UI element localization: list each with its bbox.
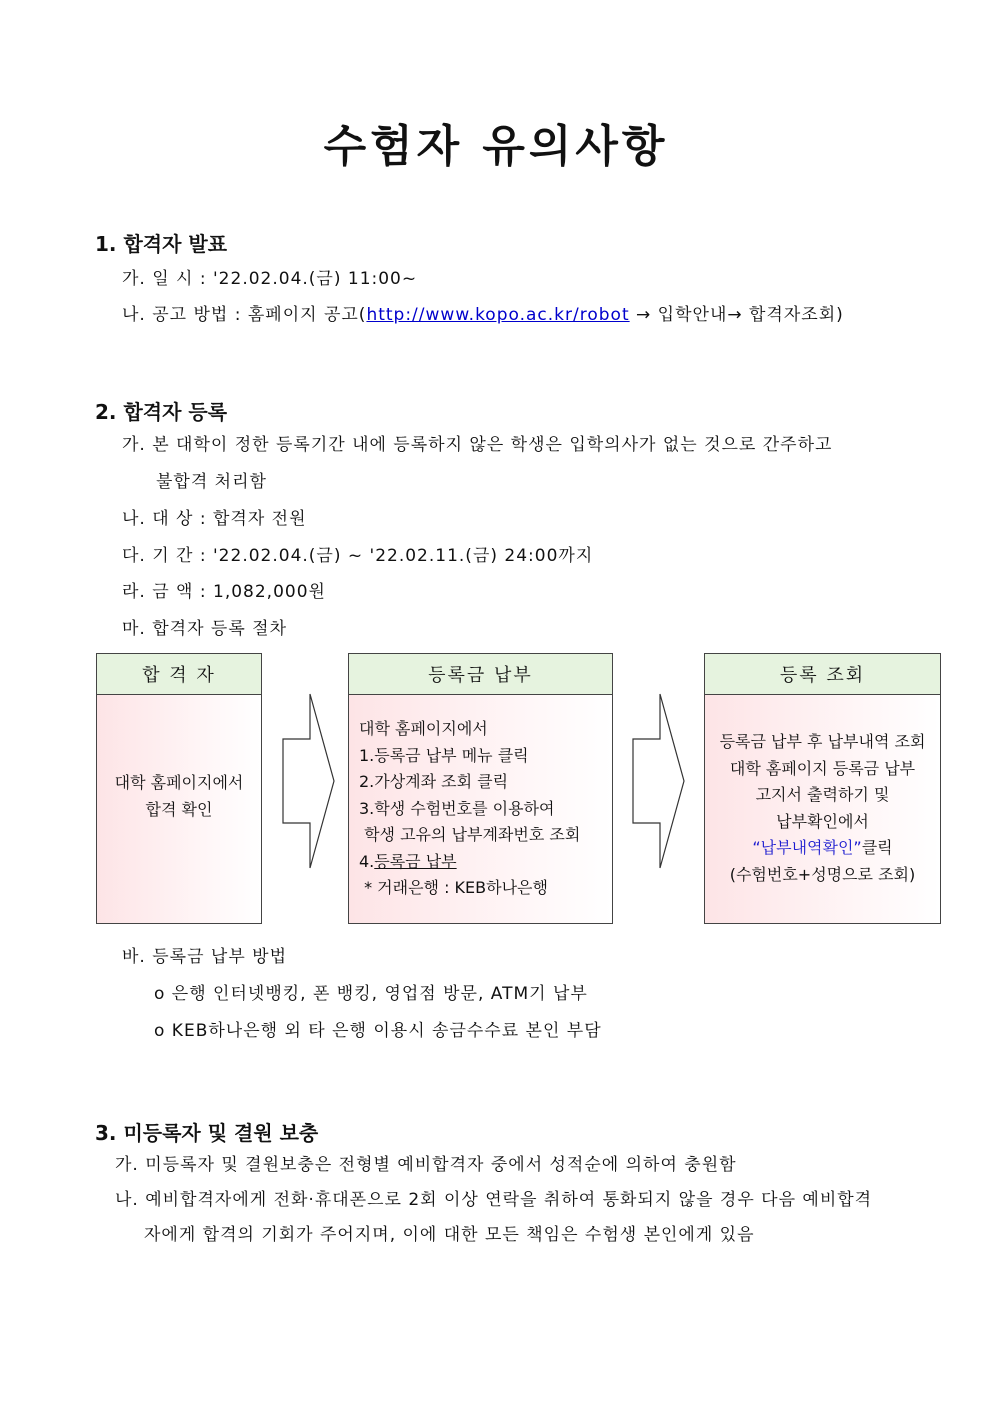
- flow-box-payment-line: 대학 홈페이지에서: [359, 719, 488, 738]
- flow-box-inquiry-line: (수험번호+성명으로 조회): [729, 864, 916, 884]
- flow-arrow-icon: [282, 692, 338, 870]
- flow-box-payment-line: 3.학생 수험번호를 이용하여: [359, 798, 555, 818]
- flow-box-payment-body: [359, 716, 580, 902]
- announcement-datetime: 가. 일 시 : '22.02.04.(금) 11:00~: [122, 269, 418, 289]
- payment-confirm-label: “납부내역확인”: [752, 838, 862, 857]
- flow-box-accepted-line: 대학 홈페이지에서: [114, 773, 244, 792]
- flow-box-inquiry-title: 등록 조회: [705, 654, 940, 695]
- vacancy-note-2: 나. 예비합격자에게 전화·휴대폰으로 2회 이상 연락을 취하여 통화되지 않을 경우 다음 예비합격: [115, 1190, 873, 1210]
- flow-box-accepted-title: 합 격 자: [97, 654, 261, 695]
- payment-method-1: o 은행 인터넷뱅킹, 폰 뱅킹, 영업점 방문, ATM기 납부: [154, 984, 588, 1004]
- payment-method-label: 바. 등록금 납부 방법: [122, 947, 287, 967]
- flow-box-inquiry: [704, 653, 941, 924]
- click-text: 클릭: [861, 838, 893, 857]
- flow-box-payment-line: * 거래은행 : KEB하나은행: [359, 878, 548, 897]
- flow-box-payment-title: 등록금 납부: [349, 654, 612, 695]
- registration-amount: 라. 금 액 : 1,082,000원: [122, 582, 326, 602]
- flow-box-payment-line: 1.등록금 납부 메뉴 클릭: [359, 745, 529, 765]
- vacancy-note-1: 가. 미등록자 및 결원보충은 전형별 예비합격자 중에서 성적순에 의하여 충원함: [115, 1155, 737, 1175]
- pay-tuition-step: 등록금 납부: [374, 851, 457, 871]
- announcement-method-label: 나. 공고 방법 : 홈페이지 공고(: [122, 305, 367, 325]
- flow-box-accepted-body: [97, 770, 261, 823]
- flow-arrow-icon: [632, 692, 688, 870]
- flow-box-payment-line: [359, 849, 580, 876]
- announcement-method-path: → 입학안내→ 합격자조회): [629, 305, 844, 325]
- vacancy-note-3: 자에게 합격의 기회가 주어지며, 이에 대한 모든 책임은 수험생 본인에게 있음: [144, 1225, 755, 1245]
- section-1-heading: 1. 합격자 발표: [95, 232, 228, 256]
- flow-box-payment-line: 2.가상계좌 조회 클릭: [359, 772, 509, 791]
- homepage-link[interactable]: http://www.kopo.ac.kr/robot: [366, 305, 630, 325]
- step-number: 4.: [359, 851, 375, 871]
- flow-box-payment: [348, 653, 613, 924]
- section-2-heading: 2. 합격자 등록: [95, 400, 228, 424]
- section-3-heading: 3. 미등록자 및 결원 보충: [95, 1121, 319, 1145]
- page-title: 수험자 유의사항: [323, 121, 669, 172]
- announcement-method: [122, 300, 844, 325]
- registration-period: 다. 기 간 : '22.02.04.(금) ~ '22.02.11.(금) 24:00까지: [122, 546, 594, 566]
- flow-box-accepted-line: 합격 확인: [145, 799, 213, 819]
- flow-box-inquiry-line: 등록금 납부 후 납부내역 조회: [719, 732, 926, 751]
- registration-note-2: 불합격 처리함: [156, 472, 267, 492]
- flow-box-inquiry-line: [705, 835, 940, 862]
- flow-box-payment-line: 학생 고유의 납부계좌번호 조회: [359, 825, 581, 844]
- registration-note-1: 가. 본 대학이 정한 등록기간 내에 등록하지 않은 학생은 입학의사가 없는 것으로 간주하고: [122, 435, 833, 455]
- registration-target: 나. 대 상 : 합격자 전원: [122, 509, 307, 529]
- flow-box-accepted: [96, 653, 262, 924]
- flow-box-inquiry-line: 고지서 출력하기 및: [755, 785, 890, 804]
- flow-box-inquiry-line: 대학 홈페이지 등록금 납부: [729, 758, 916, 778]
- payment-method-2: o KEB하나은행 외 타 은행 이용시 송금수수료 본인 부담: [154, 1021, 602, 1041]
- registration-procedure-label: 마. 합격자 등록 절차: [122, 619, 287, 639]
- flow-box-inquiry-line: 납부확인에서: [776, 811, 869, 831]
- flow-box-inquiry-body: [705, 729, 940, 888]
